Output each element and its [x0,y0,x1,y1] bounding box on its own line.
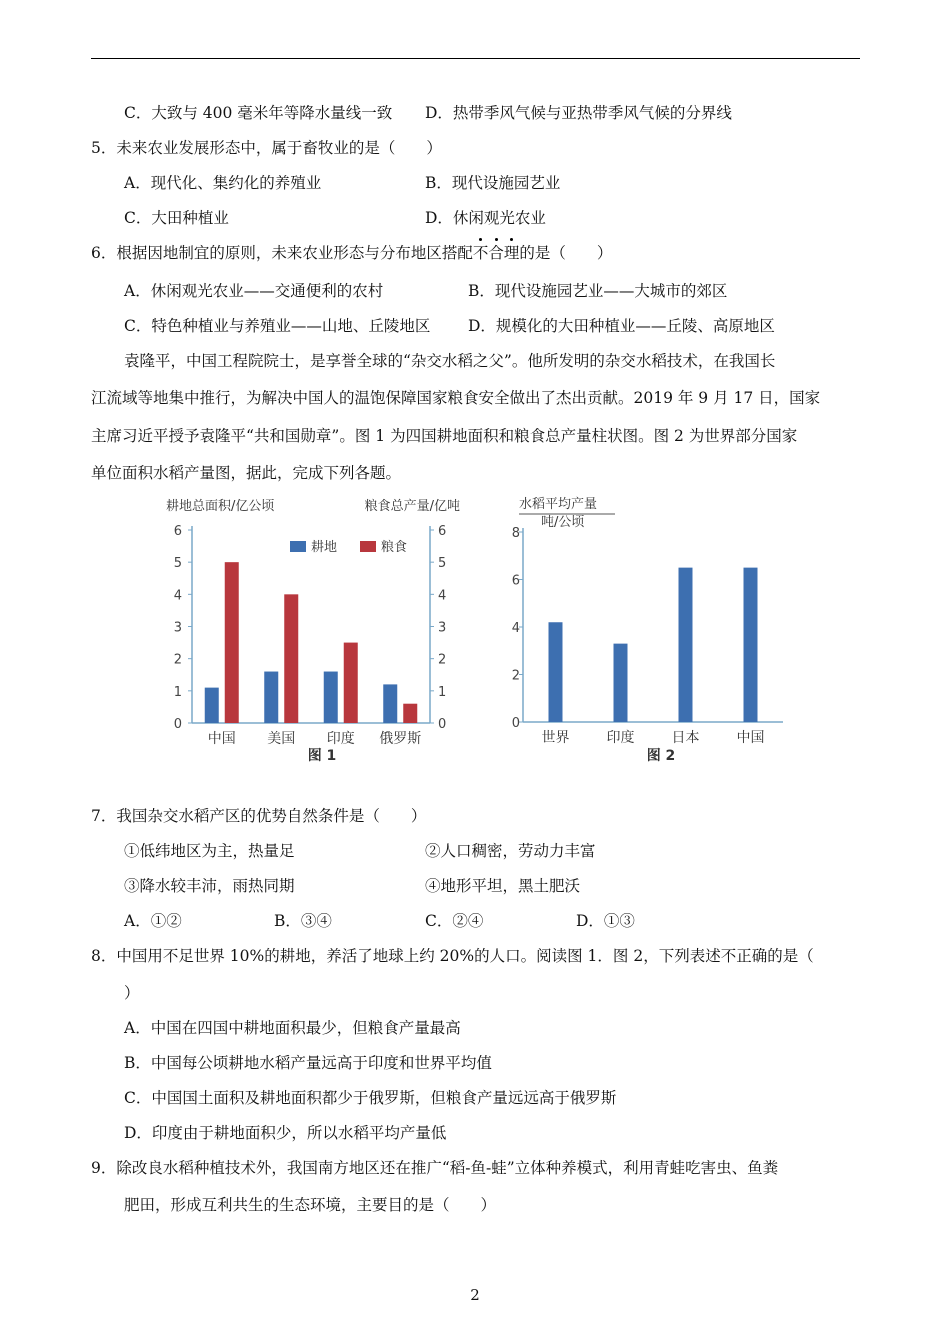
page-number: 2 [470,1286,480,1304]
q5-option-d: D．休闲观光农业 [425,209,546,227]
q6-emphasis-char: 理 [503,244,520,262]
fig1-tick-label-left: 0 [173,717,182,732]
fig1-category-label: 美国 [267,731,296,747]
bar-粮食-美国 [284,594,298,723]
fig2-category-label: 印度 [606,730,635,746]
fig1-tick-label-left: 2 [173,652,182,668]
q7-item-1: ①低纬地区为主，热量足 [124,842,295,860]
fig2-tick-label: 6 [511,573,520,589]
q7-stem: 7．我国杂交水稻产区的优势自然条件是（ ） [91,807,427,825]
q7-option-a: A．①② [124,912,182,930]
q6-stem [91,243,612,263]
q5-stem: 5．未来农业发展形态中，属于畜牧业的是（ ） [91,139,442,157]
fig1-category-label: 中国 [207,731,236,747]
q6-stem-post: 的是（ ） [519,244,613,262]
q6-emphasis-char: 不 [472,244,489,262]
fig2-title: 图 2 [646,748,676,764]
q7-item-2: ②人口稠密，劳动力丰富 [425,842,596,860]
q7-item-3: ③降水较丰沛，雨热同期 [124,877,295,895]
q6-option-a: A．休闲观光农业——交通便利的农村 [124,282,384,300]
fig2-tick-label: 2 [511,668,520,684]
q6-option-c: C．特色种植业与养殖业——山地、丘陵地区 [124,317,431,335]
fig1-legend-label: 粮食 [381,540,408,555]
fig1-tick-label-left: 1 [173,684,182,700]
fig2-ylabel: 水稻平均产量 [519,497,598,512]
fig1-tick-label-left: 3 [173,620,182,636]
q4-option-d: D．热带季风气候与亚热带季风气候的分界线 [425,104,732,122]
fig1-ylabel-left: 耕地总面积/亿公顷 [166,499,275,514]
fig2-tick-label: 8 [511,526,520,541]
fig1-tick-label-right: 1 [438,684,447,700]
figure-2-chart [505,494,790,769]
header-rule [91,58,860,59]
passage-line: 主席习近平授予袁隆平“共和国勋章”。图 1 为四国耕地面积和粮食总产量柱状图。图 2 为世界部分国家 [91,427,798,445]
q6-option-b: B．现代设施园艺业——大城市的郊区 [468,282,728,300]
q7-option-d: D．①③ [576,912,635,930]
fig1-tick-label-right: 3 [438,620,447,636]
bar-耕地-俄罗斯 [383,684,397,723]
fig1-legend-label: 耕地 [311,540,338,555]
fig1-tick-label-left: 6 [173,524,182,539]
bar-粮食-中国 [225,562,239,723]
fig1-title: 图 1 [307,748,337,764]
fig2-category-label: 日本 [671,730,700,746]
q7-item-4: ④地形平坦，黑土肥沃 [425,877,581,895]
fig1-tick-label-right: 4 [438,588,447,604]
passage-line: 江流域等地集中推行，为解决中国人的温饱保障国家粮食安全做出了杰出贡献。2019 年 9 月 17 日，国家 [91,389,821,407]
passage-line: 单位面积水稻产量图，据此，完成下列各题。 [91,464,402,482]
q7-option-c: C．②④ [425,912,484,930]
bar-耕地-中国 [205,688,219,723]
bar-粮食-俄罗斯 [403,704,417,723]
fig2-category-label: 世界 [541,730,570,746]
fig1-tick-label-left: 5 [173,556,182,572]
q8-option-b: B．中国每公顷耕地水稻产量远高于印度和世界平均值 [124,1054,492,1072]
fig1-tick-label-right: 2 [438,652,447,668]
q8-stem: 8．中国用不足世界 10%的耕地，养活了地球上约 20%的人口。阅读图 1．图 2，下列表述不正确的是（ [91,947,814,965]
fig1-tick-label-right: 6 [438,524,447,539]
fig1-category-label: 印度 [326,731,355,747]
q7-option-b: B．③④ [274,912,332,930]
bar-耕地-美国 [264,672,278,723]
fig1-legend-swatch [290,541,306,552]
q5-option-b: B．现代设施园艺业 [425,174,561,192]
fig2-tick-label: 0 [511,716,520,731]
q8-stem-close: ） [124,984,140,1002]
q9-stem-cont: 肥田，形成互利共生的生态环境，主要目的是（ ） [124,1196,497,1214]
q8-option-a: A．中国在四国中耕地面积最少，但粮食产量最高 [124,1019,461,1037]
bar-印度 [614,644,628,722]
fig1-category-label: 俄罗斯 [379,731,422,747]
q6-emphasis-char: 合 [488,244,504,262]
fig2-category-label: 中国 [736,730,765,746]
fig1-tick-label-left: 4 [173,588,182,604]
q6-option-d: D．规模化的大田种植业——丘陵、高原地区 [468,317,775,335]
fig2-tick-label: 4 [511,621,520,636]
figure-1-chart [160,494,465,769]
q5-option-a: A．现代化、集约化的养殖业 [124,174,322,192]
q5-option-c: C．大田种植业 [124,209,229,227]
fig1-tick-label-right: 5 [438,556,447,572]
bar-世界 [549,622,563,722]
q4-option-c: C．大致与 400 毫米年等降水量线一致 [124,104,393,122]
q6-stem-pre: 6．根据因地制宜的原则，未来农业形态与分布地区搭配 [91,244,473,262]
fig1-ylabel-right: 粮食总产量/亿吨 [364,499,460,514]
bar-粮食-印度 [344,643,358,723]
bar-中国 [744,568,758,722]
bar-日本 [679,568,693,722]
q9-stem: 9．除改良水稻种植技术外，我国南方地区还在推广“稻-鱼-蛙”立体种养模式，利用青蛙吃害虫、鱼粪 [91,1159,779,1177]
fig1-legend-swatch [360,541,376,552]
passage-line: 袁隆平，中国工程院院士，是享誉全球的“杂交水稻之父”。他所发明的杂交水稻技术，在我国长 [124,352,776,370]
q8-option-d: D．印度由于耕地面积少，所以水稻平均产量低 [124,1124,447,1142]
fig2-yunit: 吨/公顷 [541,515,585,530]
fig1-tick-label-right: 0 [438,717,447,732]
q8-option-c: C．中国国土面积及耕地面积都少于俄罗斯，但粮食产量远远高于俄罗斯 [124,1089,617,1107]
bar-耕地-印度 [324,672,338,723]
